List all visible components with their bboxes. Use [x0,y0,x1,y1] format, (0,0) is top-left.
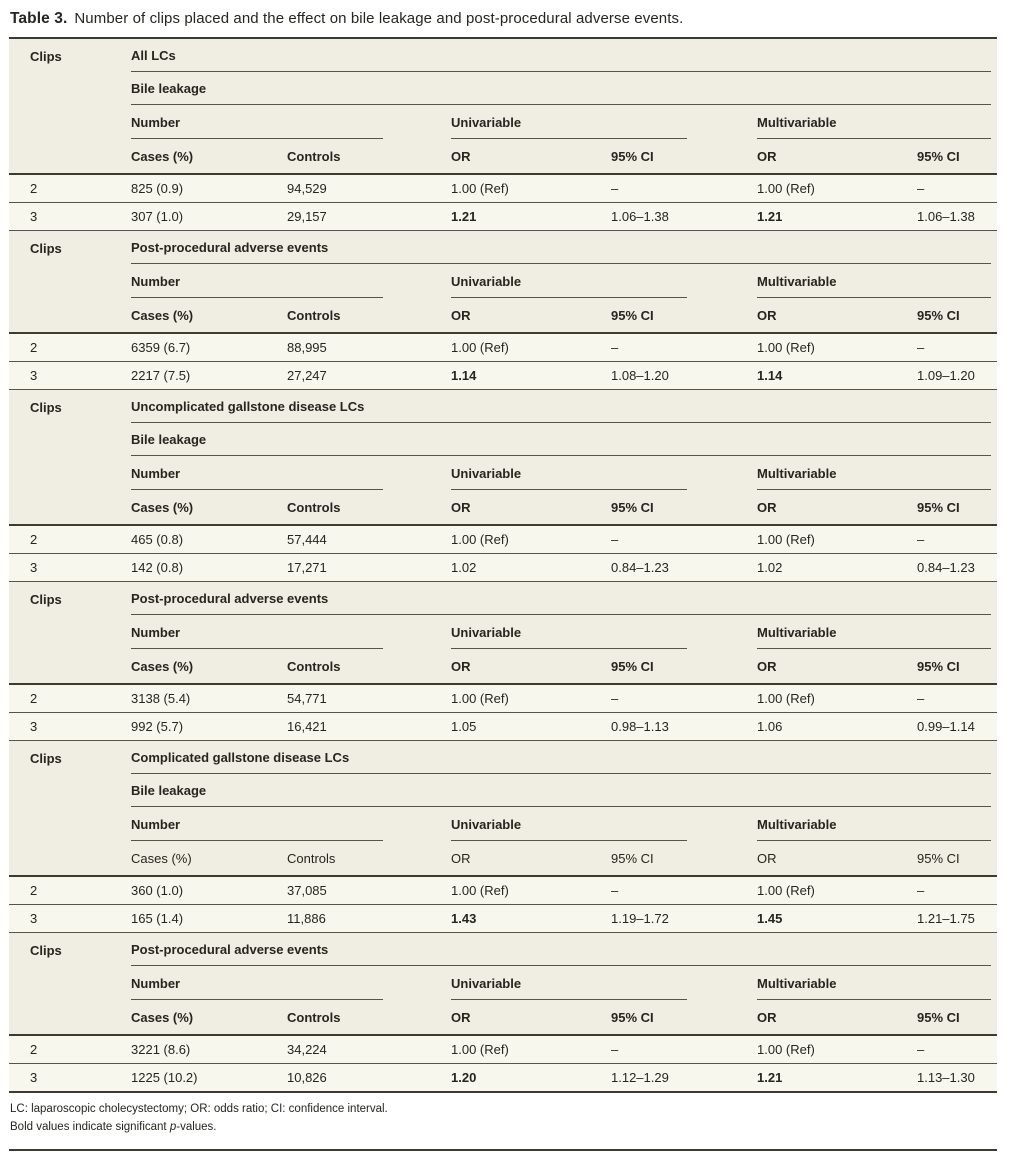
univariable-group-cell [451,615,757,649]
bold-note-suffix: -values. [176,1121,217,1134]
table-row [9,333,997,362]
multi-or-cell: 1.00 (Ref) [757,876,917,905]
controls-cell: 27,247 [287,362,451,390]
number-header: Number [131,466,383,490]
univariable-header: Univariable [451,274,687,298]
cases-cell: 2217 (7.5) [131,362,287,390]
number-group-cell [131,456,451,490]
controls-header: Controls [287,149,341,164]
uni-or-cell: 1.14 [451,362,611,390]
uni-ci-cell: – [611,1035,757,1064]
column-header-row [9,139,997,174]
cases-cell: 6359 (6.7) [131,333,287,362]
controls-cell: 29,157 [287,203,451,231]
uni-ci-cell: – [611,174,757,203]
empty-cell [9,841,131,876]
cases-cell: 142 (0.8) [131,554,287,582]
uni-ci-cell: 1.19–1.72 [611,905,757,933]
empty-cell [9,966,131,1000]
uni-ci-cell: 0.84–1.23 [611,554,757,582]
controls-cell: 17,271 [287,554,451,582]
controls-cell: 88,995 [287,333,451,362]
section-header-row [9,933,997,967]
empty-cell [9,490,131,525]
univariable-group-cell [451,264,757,298]
cases-cell: 165 (1.4) [131,905,287,933]
table-row [9,713,997,741]
number-group-cell [131,807,451,841]
uni-ci-cell: – [611,525,757,554]
controls-header: Controls [287,500,341,515]
number-header: Number [131,817,383,841]
multi-or-cell: 1.02 [757,554,917,582]
univariable-header: Univariable [451,976,687,1000]
clips-value-cell: 2 [9,684,131,713]
or-header: OR [451,659,471,674]
univariable-header: Univariable [451,817,687,841]
or-header: OR [757,149,777,164]
outcome-header-row [9,72,997,105]
empty-cell [9,264,131,298]
clips-column-header: Clips [9,741,131,775]
table-3 [9,37,997,1093]
controls-header: Controls [287,851,336,866]
cases-header: Cases (%) [131,500,194,515]
number-group-cell [131,264,451,298]
empty-cell [9,649,131,684]
uni-ci-cell: 0.98–1.13 [611,713,757,741]
ci-header: 95% CI [611,149,654,164]
outcome-cell [131,774,997,807]
univariable-header: Univariable [451,466,687,490]
bottom-rule [9,1149,997,1159]
column-header-row [9,841,997,876]
group-label: Complicated gallstone disease LCs [131,750,991,774]
group-columns-row [9,264,997,298]
table-title [9,6,998,37]
outcome-label: Bile leakage [131,432,991,456]
multi-ci-cell: – [917,525,997,554]
multi-ci-cell: 1.21–1.75 [917,905,997,933]
or-header: OR [757,500,777,515]
table-row [9,362,997,390]
multi-or-cell: 1.00 (Ref) [757,525,917,554]
group-columns-row [9,456,997,490]
number-group-cell [131,966,451,1000]
or-header: OR [757,308,777,323]
ci-header: 95% CI [611,1010,654,1025]
clips-value-cell: 2 [9,1035,131,1064]
cases-cell: 3138 (5.4) [131,684,287,713]
number-header: Number [131,274,383,298]
group-cell [131,38,997,72]
controls-cell: 11,886 [287,905,451,933]
controls-cell: 94,529 [287,174,451,203]
p-italic: p [169,1121,177,1134]
controls-cell: 34,224 [287,1035,451,1064]
section-header-row [9,741,997,775]
clips-column-header: Clips [9,390,131,424]
clips-value-cell: 3 [9,362,131,390]
uni-ci-cell: 1.12–1.29 [611,1064,757,1093]
or-header: OR [757,851,777,866]
univariable-header: Univariable [451,625,687,649]
empty-cell [9,298,131,333]
multi-or-cell: 1.45 [757,905,917,933]
univariable-group-cell [451,105,757,139]
controls-header: Controls [287,659,341,674]
uni-or-cell: 1.00 (Ref) [451,333,611,362]
clips-value-cell: 3 [9,203,131,231]
clips-value-cell: 2 [9,525,131,554]
table-row [9,905,997,933]
cases-cell: 3221 (8.6) [131,1035,287,1064]
group-columns-row [9,615,997,649]
section-header-row [9,582,997,616]
footnotes [9,1093,998,1147]
multivariable-group-cell [757,105,997,139]
empty-cell [9,807,131,841]
section-header-row [9,390,997,424]
number-group-cell [131,105,451,139]
multi-ci-cell: 1.09–1.20 [917,362,997,390]
uni-or-cell: 1.00 (Ref) [451,1035,611,1064]
or-header: OR [451,149,471,164]
univariable-group-cell [451,807,757,841]
column-header-row [9,490,997,525]
empty-cell [9,139,131,174]
uni-or-cell: 1.02 [451,554,611,582]
group-label: All LCs [131,48,991,72]
clips-value-cell: 3 [9,1064,131,1093]
outcome-header-row [9,423,997,456]
controls-cell: 16,421 [287,713,451,741]
table-number-label: Table 3. [10,10,68,27]
group-label: Uncomplicated gallstone disease LCs [131,399,991,423]
multivariable-group-cell [757,807,997,841]
outcome-cell [131,231,997,265]
outcome-cell [131,72,997,105]
or-header: OR [451,500,471,515]
group-columns-row [9,966,997,1000]
outcome-label: Bile leakage [131,81,991,105]
multi-or-cell: 1.06 [757,713,917,741]
or-header: OR [757,659,777,674]
ci-header: 95% CI [917,149,960,164]
section-header-row [9,38,997,72]
uni-ci-cell: – [611,876,757,905]
column-header-row [9,649,997,684]
clips-column-header: Clips [9,231,131,265]
outcome-label: Post-procedural adverse events [131,240,991,264]
ci-header: 95% CI [917,500,960,515]
empty-cell [9,456,131,490]
outcome-label: Bile leakage [131,783,991,807]
table-row [9,554,997,582]
clips-column-header: Clips [9,582,131,616]
cases-cell: 465 (0.8) [131,525,287,554]
multivariable-group-cell [757,456,997,490]
cases-header: Cases (%) [131,659,194,674]
cases-header: Cases (%) [131,851,192,866]
ci-header: 95% CI [611,851,654,866]
table-row [9,684,997,713]
multi-or-cell: 1.14 [757,362,917,390]
table-caption: Number of clips placed and the effect on bile leakage and post-procedural adverse events. [74,10,684,27]
multi-ci-cell: 0.99–1.14 [917,713,997,741]
multi-ci-cell: 0.84–1.23 [917,554,997,582]
ci-header: 95% CI [611,659,654,674]
multi-or-cell: 1.00 (Ref) [757,333,917,362]
group-columns-row [9,807,997,841]
multi-or-cell: 1.21 [757,1064,917,1093]
section-header-row [9,231,997,265]
uni-or-cell: 1.00 (Ref) [451,684,611,713]
cases-cell: 825 (0.9) [131,174,287,203]
univariable-group-cell [451,456,757,490]
multi-ci-cell: – [917,174,997,203]
ci-header: 95% CI [917,659,960,674]
multivariable-header: Multivariable [757,466,991,490]
uni-ci-cell: 1.08–1.20 [611,362,757,390]
clips-column-header: Clips [9,933,131,967]
or-header: OR [451,1010,471,1025]
multi-or-cell: 1.00 (Ref) [757,684,917,713]
multivariable-header: Multivariable [757,274,991,298]
number-group-cell [131,615,451,649]
multivariable-group-cell [757,264,997,298]
outcome-label: Post-procedural adverse events [131,591,991,615]
multivariable-group-cell [757,966,997,1000]
cases-cell: 360 (1.0) [131,876,287,905]
empty-cell [9,615,131,649]
outcome-header-row [9,774,997,807]
multivariable-header: Multivariable [757,817,991,841]
or-header: OR [451,851,471,866]
multivariable-header: Multivariable [757,625,991,649]
table-row [9,1035,997,1064]
table-row [9,203,997,231]
column-header-row [9,1000,997,1035]
number-header: Number [131,625,383,649]
table-row [9,525,997,554]
clips-value-cell: 2 [9,333,131,362]
clips-value-cell: 3 [9,905,131,933]
empty-cell [9,72,131,105]
outcome-cell [131,933,997,967]
uni-or-cell: 1.43 [451,905,611,933]
controls-cell: 37,085 [287,876,451,905]
multi-ci-cell: – [917,333,997,362]
empty-cell [9,423,131,456]
or-header: OR [451,308,471,323]
empty-cell [9,1000,131,1035]
controls-cell: 57,444 [287,525,451,554]
ci-header: 95% CI [917,1010,960,1025]
clips-value-cell: 3 [9,554,131,582]
group-columns-row [9,105,997,139]
table-row [9,174,997,203]
clips-column-header: Clips [30,49,62,64]
number-header: Number [131,976,383,1000]
uni-or-cell: 1.05 [451,713,611,741]
uni-or-cell: 1.00 (Ref) [451,174,611,203]
ci-header: 95% CI [917,851,960,866]
multi-ci-cell: 1.06–1.38 [917,203,997,231]
controls-cell: 10,826 [287,1064,451,1093]
controls-header: Controls [287,1010,341,1025]
bold-values-note [10,1118,998,1136]
cases-header: Cases (%) [131,308,194,323]
univariable-group-cell [451,966,757,1000]
group-cell [131,390,997,424]
multivariable-header: Multivariable [757,115,991,139]
clips-value-cell: 2 [9,174,131,203]
uni-ci-cell: – [611,684,757,713]
multi-ci-cell: – [917,1035,997,1064]
bold-note-text: Bold values indicate significant [10,1121,170,1134]
column-header-row [9,298,997,333]
outcome-cell [131,582,997,616]
cases-header: Cases (%) [131,149,194,164]
uni-ci-cell: 1.06–1.38 [611,203,757,231]
clips-value-cell: 3 [9,713,131,741]
table-row [9,876,997,905]
empty-cell [9,105,131,139]
uni-or-cell: 1.00 (Ref) [451,876,611,905]
clips-value-cell: 2 [9,876,131,905]
table-row [9,1064,997,1093]
uni-or-cell: 1.00 (Ref) [451,525,611,554]
outcome-cell [131,423,997,456]
multi-ci-cell: 1.13–1.30 [917,1064,997,1093]
multivariable-header: Multivariable [757,976,991,1000]
cases-cell: 1225 (10.2) [131,1064,287,1093]
abbreviations-note: LC: laparoscopic cholecystectomy; OR: odds ratio; CI: confidence interval. [10,1103,388,1115]
uni-or-cell: 1.21 [451,203,611,231]
univariable-header: Univariable [451,115,687,139]
empty-cell [9,774,131,807]
controls-header: Controls [287,308,341,323]
multi-or-cell: 1.21 [757,203,917,231]
multi-or-cell: 1.00 (Ref) [757,174,917,203]
number-header: Number [131,115,383,139]
cases-cell: 307 (1.0) [131,203,287,231]
cases-header: Cases (%) [131,1010,194,1025]
ci-header: 95% CI [611,308,654,323]
multivariable-group-cell [757,615,997,649]
ci-header: 95% CI [611,500,654,515]
multi-ci-cell: – [917,876,997,905]
multi-or-cell: 1.00 (Ref) [757,1035,917,1064]
uni-ci-cell: – [611,333,757,362]
outcome-label: Post-procedural adverse events [131,942,991,966]
cases-cell: 992 (5.7) [131,713,287,741]
controls-cell: 54,771 [287,684,451,713]
uni-or-cell: 1.20 [451,1064,611,1093]
ci-header: 95% CI [917,308,960,323]
group-cell [131,741,997,775]
multi-ci-cell: – [917,684,997,713]
or-header: OR [757,1010,777,1025]
